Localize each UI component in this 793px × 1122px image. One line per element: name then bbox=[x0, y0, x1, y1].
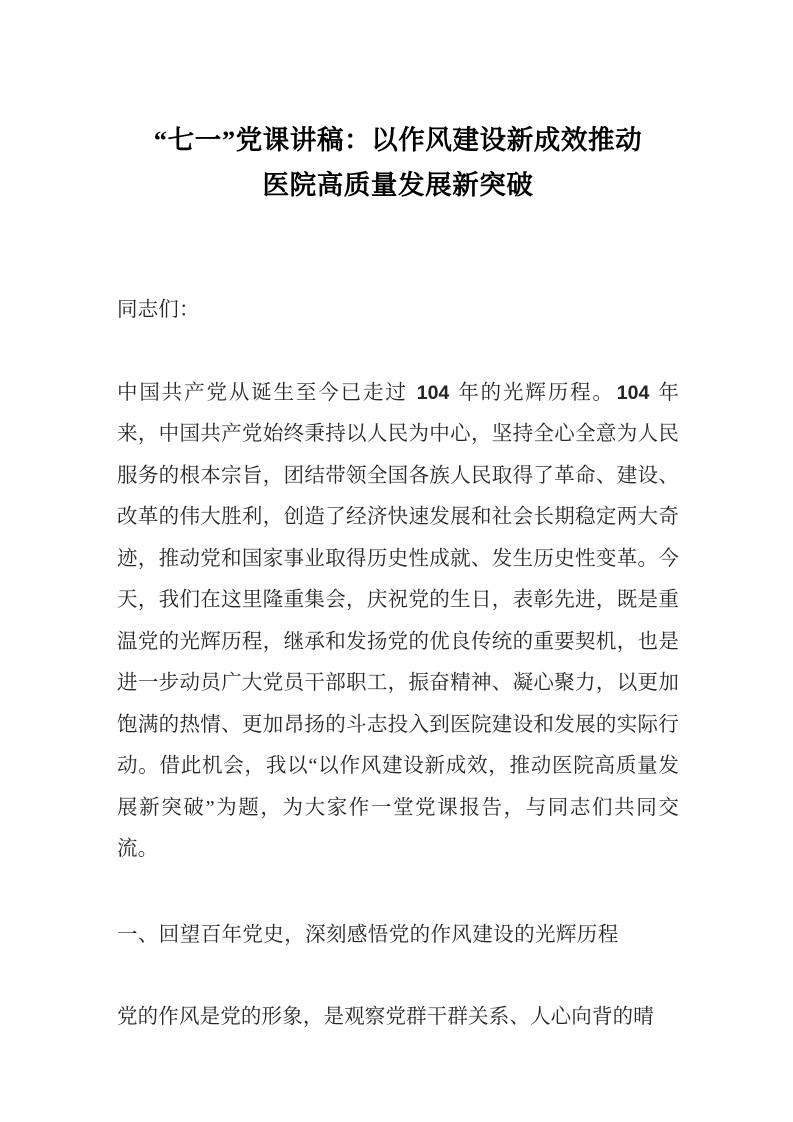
paragraph-segment: 年的光辉历程。 bbox=[451, 381, 615, 404]
paragraph-segment: 中国共产党从诞生至今已走过 bbox=[117, 381, 415, 404]
title-line-2: 医院高质量发展新突破 bbox=[262, 170, 534, 200]
paragraph-section-1-body: 党的作风是党的形象，是观察党群干群关系、人心向背的晴 bbox=[117, 1006, 654, 1028]
document-body bbox=[117, 0, 679, 1039]
year-count-1: 104 bbox=[416, 381, 450, 404]
salutation: 同志们： bbox=[117, 299, 200, 321]
paragraph-opening bbox=[117, 332, 679, 871]
page-title bbox=[117, 0, 679, 208]
title-line-1: “七一”党课讲稿：以作风建设新成效推动 bbox=[153, 125, 643, 155]
year-count-2: 104 bbox=[616, 381, 650, 404]
paragraph-segment: 年来，中国共产党始终秉持以人民为中心，坚持全心全意为人民服务的根本宗旨，团结带领全国各族人民取得了革命、建设、改革的伟大胜利，创造了经济快速发展和社会长期稳定两大奇迹，推动党和国家事业取得历史性成就、发生历史性变革。今天，我们在这里隆重集会，庆祝党的生日，表彰先进，既是重温党的光辉历程，继承和发扬党的优良传统的重要契机，也是进一步动员广大党员干部职工，振奋精神、凝心聚力，以更加饱满的热情、更加昂扬的斗志投入到医院建设和发展的实际行动。借此机会，我以“以作风建设新成效，推动医院高质量发展新突破”为题，为大家作一堂党课报告，与同志们共同交流。 bbox=[117, 381, 679, 860]
section-heading-1: 一、回望百年党史，深刻感悟党的作风建设的光辉历程 bbox=[117, 923, 619, 946]
